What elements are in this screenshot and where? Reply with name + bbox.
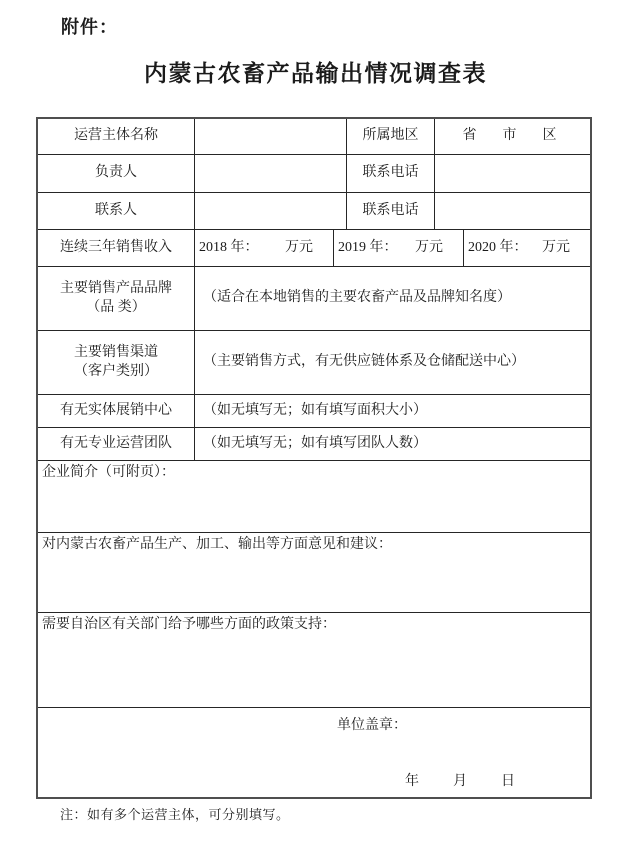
sales-channels-label-line2: （客户类别） <box>74 363 158 379</box>
survey-table <box>36 117 592 799</box>
year-2018-unit: 万元 <box>285 239 313 255</box>
region-label: 所属地区 <box>347 119 435 154</box>
revenue-2018-cell <box>195 230 334 266</box>
contact-person-label: 联系人 <box>38 193 195 229</box>
operator-name-value-cell <box>195 119 347 154</box>
table-row-operation-team <box>38 428 590 461</box>
operation-team-label: 有无专业运营团队 <box>38 428 195 460</box>
unit-seal-label: 单位盖章： <box>337 718 407 733</box>
operation-team-hint: （如无填写无；如有填写团队人数） <box>203 435 427 451</box>
date-line: 年 月 日 <box>405 774 517 790</box>
table-row-suggestions <box>38 533 590 613</box>
person-in-charge-value-cell <box>195 155 347 192</box>
sales-revenue-label: 连续三年销售收入 <box>38 230 195 266</box>
year-2019-label: 2019 年： <box>338 239 398 255</box>
table-row-sales-revenue <box>38 230 590 267</box>
page-title: 内蒙古农畜产品输出情况调查表 <box>144 60 487 86</box>
sales-channels-hint: （主要销售方式，有无供应链体系及仓储配送中心） <box>203 354 525 370</box>
phone-value-cell-2 <box>435 193 590 229</box>
phone-label-1: 联系电话 <box>347 155 435 192</box>
year-2019-unit: 万元 <box>415 239 443 255</box>
company-profile-cell: 企业简介（可附页）： <box>42 465 175 480</box>
product-brands-label-line1: 主要销售产品品牌 <box>60 280 172 296</box>
table-row-seal-and-date <box>38 708 590 797</box>
table-row-product-brands <box>38 267 590 331</box>
table-row-contact-person <box>38 193 590 230</box>
contact-person-value-cell <box>195 193 347 229</box>
attachment-label: 附件： <box>61 17 118 37</box>
year-2020-unit: 万元 <box>542 239 570 255</box>
table-row-company-profile <box>38 461 590 533</box>
table-row-policy-support <box>38 613 590 708</box>
product-brands-hint: （适合在本地销售的主要农畜产品及品牌知名度） <box>203 290 511 306</box>
policy-support-cell: 需要自治区有关部门给予哪些方面的政策支持： <box>42 617 336 632</box>
sales-channels-label-line1: 主要销售渠道 <box>74 344 158 360</box>
product-brands-label <box>38 267 195 330</box>
table-row-sales-channels <box>38 331 590 395</box>
product-brands-label-line2: （品 类） <box>86 299 146 315</box>
revenue-2020-cell <box>464 230 590 266</box>
phone-label-2: 联系电话 <box>347 193 435 229</box>
suggestions-cell: 对内蒙古农畜产品生产、加工、输出等方面意见和建议： <box>42 537 392 552</box>
footnote: 注：如有多个运营主体，可分别填写。 <box>60 807 290 822</box>
year-2020-label: 2020 年： <box>468 239 528 255</box>
region-value: 省 市 区 <box>462 128 563 144</box>
year-2018-label: 2018 年： <box>199 239 259 255</box>
revenue-2019-cell <box>334 230 464 266</box>
operator-name-label: 运营主体名称 <box>38 119 195 154</box>
table-row-person-in-charge <box>38 155 590 193</box>
exhibition-center-label: 有无实体展销中心 <box>38 395 195 427</box>
table-row-exhibition-center <box>38 395 590 428</box>
exhibition-center-hint: （如无填写无；如有填写面积大小） <box>203 402 427 418</box>
table-row-operator-name <box>38 119 590 155</box>
sales-channels-label <box>38 331 195 394</box>
phone-value-cell-1 <box>435 155 590 192</box>
person-in-charge-label: 负责人 <box>38 155 195 192</box>
